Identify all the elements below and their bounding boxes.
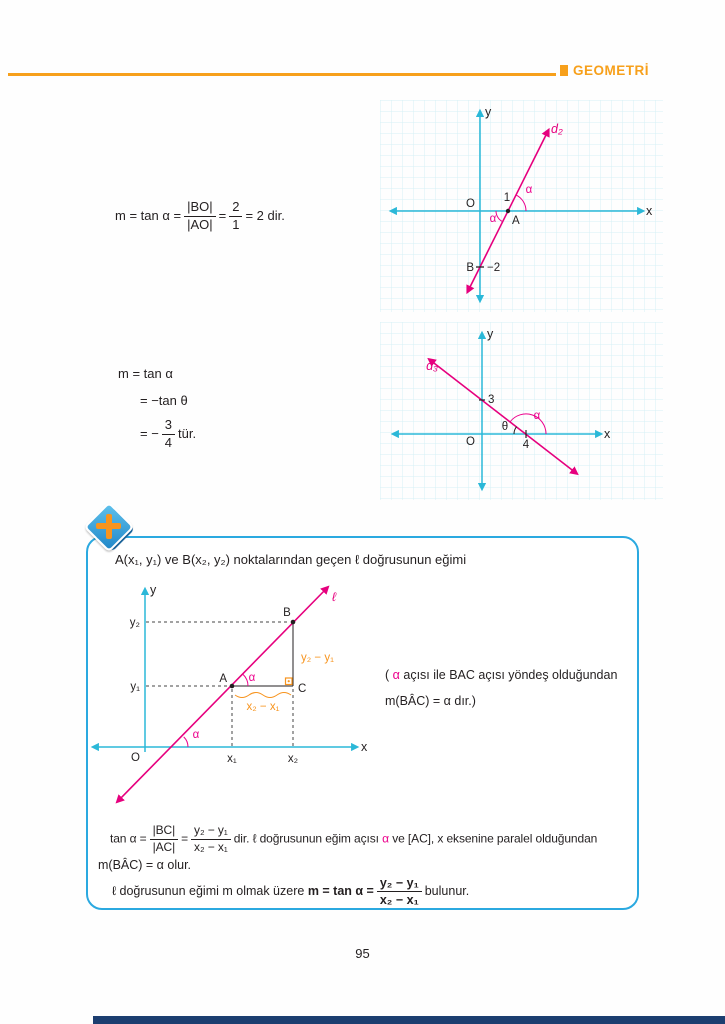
eq2-line3 (140, 418, 196, 451)
label-line-l: ℓ (332, 590, 337, 604)
rule-box-icon (82, 501, 138, 557)
grid (380, 100, 663, 312)
corresponding-angles-note (385, 662, 637, 714)
point-b (291, 620, 296, 625)
fraction-denominator: |AO| (187, 216, 213, 232)
fraction-denominator: |AC| (152, 839, 176, 854)
fraction-denominator: x₂ − x₁ (194, 839, 228, 854)
angle-arc-alpha-a (243, 674, 248, 686)
eq2-line3-post: tür. (178, 425, 197, 441)
fraction-numerator: |BO| (184, 200, 216, 217)
p1-post: ve [AC], x eksenine paralel olduğundan (392, 831, 598, 846)
label-theta: θ (501, 421, 509, 433)
label-y-axis: y (150, 583, 157, 597)
note-open: ( (385, 668, 390, 682)
page-header (560, 63, 649, 78)
fraction-bc-ac (150, 824, 179, 855)
label-point-c: C (298, 683, 307, 695)
label-line-d2: d₂ (551, 122, 563, 136)
label-x-axis: x (361, 740, 368, 754)
footer-band (93, 1016, 725, 1024)
page-number: 95 (355, 946, 370, 961)
fraction-denominator: x₂ − x₁ (379, 893, 419, 908)
label-point-b: B (466, 262, 474, 274)
eq2-line2: = −tan θ (140, 393, 188, 408)
slope-conclusion-line (112, 876, 632, 908)
note-line2: m(BÂC) = α dır.) (385, 694, 476, 708)
point-a (230, 684, 235, 689)
point-a (506, 209, 510, 213)
fraction-dy-dx-bold (377, 876, 422, 908)
eq1-mid: = (218, 207, 227, 223)
eq2-line3-pre: = − (140, 425, 159, 441)
label-origin: O (466, 436, 475, 448)
fraction-numerator: 2 (229, 200, 242, 217)
graph-slope-definition (90, 580, 375, 815)
line-l (118, 588, 327, 801)
slope-formula-paragraph (110, 824, 638, 855)
p3-post: bulunur. (424, 884, 470, 899)
graph-line-d2 (380, 100, 663, 312)
eq1-pre: m = tan α = (115, 207, 182, 223)
slope-equation-d2 (115, 200, 415, 233)
label-origin: O (131, 752, 140, 764)
label-point-a: A (219, 673, 227, 685)
angle-arc-alpha-origin (184, 737, 188, 747)
fraction-2-1 (229, 200, 242, 233)
fraction-numerator: |BC| (150, 824, 179, 840)
label-x-axis: x (604, 427, 611, 441)
label-x-axis: x (646, 204, 653, 218)
p1-mid: dir. ℓ doğrusunun eğim açısı (233, 831, 379, 846)
brace-dx (235, 693, 291, 698)
note-line1 (385, 662, 637, 688)
label-x2: x₂ (287, 753, 299, 765)
label-point-a: A (512, 215, 520, 227)
graph-line-d3 (380, 322, 663, 500)
label-point-b: B (283, 607, 291, 619)
label-y2: y₂ (129, 617, 140, 629)
header-title: GEOMETRİ (573, 63, 650, 78)
label-delta-x: x₂ − x₁ (246, 701, 280, 713)
label-one: 1 (503, 192, 511, 204)
label-four: 4 (522, 439, 530, 451)
note-text: açısı ile BAC açısı yöndeş olduğundan (403, 668, 618, 682)
fraction-numerator: y₂ − y₁ (377, 876, 422, 892)
p1-eq: = (181, 831, 189, 846)
fraction-denominator: 4 (164, 434, 173, 450)
p3-pre: ℓ doğrusunun eğimi m olmak üzere (112, 884, 305, 899)
label-y-axis: y (485, 105, 492, 119)
header-rule (8, 73, 556, 76)
label-minus-2: −2 (487, 262, 501, 274)
label-alpha: α (533, 410, 541, 422)
label-alpha-a: α (248, 672, 256, 684)
label-x1: x₁ (227, 753, 237, 765)
label-alpha-top: α (525, 184, 533, 196)
label-delta-y: y₂ − y₁ (301, 652, 334, 664)
fraction-dy-dx (191, 824, 231, 855)
label-three: 3 (488, 394, 495, 406)
label-line-d3: d₃ (426, 359, 438, 373)
fraction-numerator: y₂ − y₁ (191, 824, 231, 840)
fraction-bo-ao (184, 200, 216, 233)
label-alpha-bottom: α (489, 213, 497, 225)
p1-pre: tan α = (110, 831, 147, 846)
fraction-3-4 (162, 418, 175, 451)
label-y1: y₁ (130, 681, 140, 693)
note-alpha: α (392, 668, 400, 682)
label-alpha-origin: α (192, 729, 200, 741)
eq2-line1: m = tan α (118, 366, 173, 381)
fraction-numerator: 3 (162, 418, 175, 435)
rule-box-title: A(x₁, y₁) ve B(x₂, y₂) noktalarından geçen ℓ doğrusunun eğimi (115, 552, 467, 567)
p1-alpha: α (382, 831, 389, 846)
fraction-denominator: 1 (232, 216, 240, 232)
angle-equality-line: m(BÂC) = α olur. (98, 858, 192, 872)
p3-formula: m = tan α = (307, 884, 374, 899)
header-square-icon (560, 65, 568, 76)
plus-icon (96, 523, 121, 529)
right-angle-dot (288, 680, 290, 682)
eq1-post: = 2 dir. (245, 207, 285, 223)
label-y-axis: y (487, 327, 494, 341)
label-origin: O (466, 198, 475, 210)
grid (380, 322, 663, 500)
slope-equation-d3 (118, 366, 196, 451)
